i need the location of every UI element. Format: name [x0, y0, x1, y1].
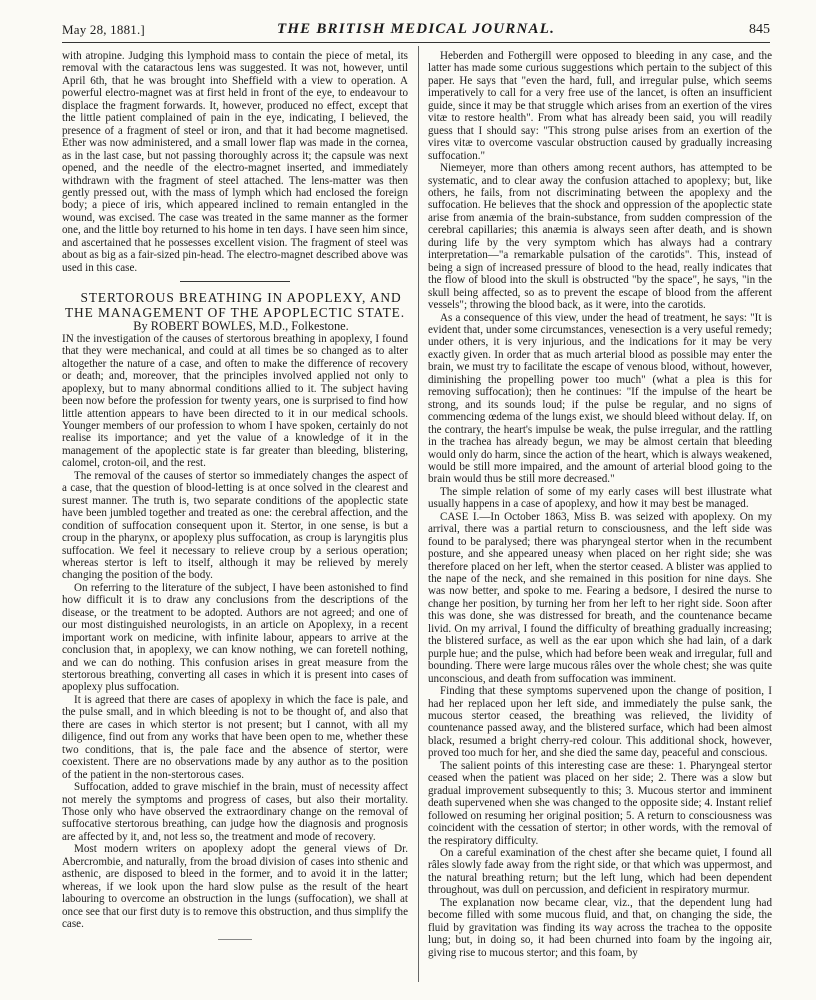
page-number: 845: [749, 22, 770, 37]
paragraph: On referring to the literature of the subject, I have been astonished to find how difficult it is to draw any conclusions from the descriptions of the disease, or the treatment to be adopted. Authors are not agreed; and one of our most distinguished neurologists, in an article on Apoplexy, in a recent important work on medicine, with infinite labour, appears to arrive at the conclusion that, in apoplexy, we can know nothing, we can foretell nothing, and we can do nothing. This confusion arises in great measure from the stertorous breathing, converting all cases in which it is present into cases of apoplexy plus suffocation.: [62, 581, 408, 694]
journal-title: THE BRITISH MEDICAL JOURNAL.: [276, 21, 556, 37]
column-divider: [418, 46, 419, 982]
header-rule: [62, 42, 770, 43]
article-title: STERTOROUS BREATHING IN APOPLEXY, AND THE MANAGEMENT OF THE APOPLECTIC STATE.: [64, 290, 406, 320]
article-separator: [180, 281, 290, 282]
case-paragraph: CASE I.—In October 1863, Miss B. was seized with apoplexy. On my arrival, there was a partial return to consciousness, and the left side was found to be paralysed; there was pharyngeal stertor when in the recumbent posture, and she appeared uneasy when placed on her right side; she was therefore placed on her left, when the stertor ceased. A blister was applied to the nape of the neck, and she remained in this position for nine days. She was now better, and spoke to me. Fearing a bedsore, I desired the nurse to change her position, by turning her from her left to her right side. Soon after this was done, she was distressed for breath, and the countenance became livid. On my arrival, I found the difficulty of breathing gradually increasing; the blistered surface, as well as the ear upon which she had lain, of a dark purple hue; and the pulse, which had before been weak and irregular, full and bounding. There were large mucous râles over the whole chest; she was quite unconscious, and death from suffocation was imminent.: [428, 510, 772, 685]
left-column: [62, 50, 408, 940]
paragraph: The simple relation of some of my early cases will best illustrate what usually happens in a case of apoplexy, and how it may best be managed.: [428, 485, 772, 511]
paragraph: On a careful examination of the chest after she became quiet, I found all râles slowly fade away from the right side, or that which was uppermost, and the natural breathing return; but the left lung, which had been dependent throughout, was dull on percussion, and deficient in respiratory murmur.: [428, 847, 772, 897]
paragraph: Most modern writers on apoplexy adopt the general views of Dr. Abercrombie, and naturally, from the broad division of cases into sthenic and asthenic, are disposed to bleed in the former, and to avoid it in the latter; whereas, if we look upon the hard slow pulse as the result of the heart labouring to overcome an obstruction in the lungs (suffocation), we shall at once see that our first duty is to remove this obstruction, and thus simplify the case.: [62, 843, 409, 931]
paragraph: It is agreed that there are cases of apoplexy in which the face is pale, and the pulse small, and in which bleeding is not to be thought of, and also that there are cases in which stertor is not present; but I cannot, with all my diligence, find out from any works that have been open to me, whether these two conditions, that is, the pale face and the absence of stertor, were coexistent. There are no observations made by any author as to the position of the patient in the non-stertorous cases.: [62, 693, 408, 781]
paragraph: The removal of the causes of stertor so immediately changes the aspect of a case, that the question of blood-letting is at once solved in the clearest and surest manner. The truth is, two separate conditions of the apoplectic state have been jumbled together and treated as one: the cerebral affection, and the condition of suffocation consequent upon it. Stertor, in one sense, is but a croup in the pharynx, or apoplexy plus suffocation, as croup is laryngitis plus suffocation. We feel it necessary to relieve croup by a serious operation; whereas stertor is left to itself, although it may be relieved by merely changing the position of the body.: [62, 469, 408, 582]
article-byline: By ROBERT BOWLES, M.D., Folkestone.: [133, 319, 349, 334]
continued-paragraph: with atropine. Judging this lymphoid mass to contain the piece of metal, its removal with the cataractous lens was suggested. It was not, however, until April 6th, that he was brought into Sheffield with a view to operation. A powerful electro-magnet was at first held in front of the eye, to endeavour to displace the fragment forwards. It, however, produced no effect, except that the little patient complained of pain in the eye, indicating, I believed, the presence of a fragment of steel or iron, and that it had become magnetised. Ether was now administered, and a small lower flap was made in the cornea, as in the last case, but not passing thoroughly across it; the capsule was next opened, and the needle of the electro-magnet inserted, and immediately withdrawn with the fragment of steel attached. The lens-matter was then gently pressed out, with the mass of lymph which had enclosed the foreign body; a piece of iris, which appeared inclined to remain entangled in the wound, was excised. The case was treated in the same manner as the former one, and the little boy returned to his home in ten days. I have seen him since, and ascertained that he possesses excellent vision. The fragment of steel was about as big as a fair-sized pin-head. The electro-magnet described above was used in this case.: [62, 50, 408, 274]
paragraph: IN the investigation of the causes of stertorous breathing in apoplexy, I found that they were mechanical, and could at all times be so changed as to alter altogether the nature of a case, and often to make the difference of recovery or death; and, moreover, that the principles involved applied not only to apoplexy, but to many abnormal conditions allied to it. The subject having been now before the profession for twenty years, one is surprised to find how little attention appears to have been directed to it in our medical schools. Younger members of our profession to whom I have spoken, certainly do not realise its importance; and yet the value of a knowledge of it in the management of the apoplectic state is far greater than bleeding, blistering, calomel, croton-oil, and the rest.: [62, 332, 408, 470]
paragraph: Heberden and Fothergill were opposed to bleeding in any case, and the latter has made some curious suggestions which pertain to the subject of this paper. He says that "even the hard, full, and irregular pulse, which seems imperatively to call for a very free use of the lancet, is often an insufficient guide, since it may be that struggle which arises from an exertion of the vires vitæ to restore health". From what has already been said, you will readily guess that I should say: "This strong pulse arises from an exertion of the vires vitæ to overcome vascular obstruction caused by gradually increasing suffocation.": [428, 50, 772, 162]
paragraph: Finding that these symptoms supervened upon the change of position, I had her replaced upon her left side, and immediately the pulse sank, the mucous stertor ceased, the breathing was relieved, the lividity of countenance passed away, and the blistered surface, which had been almost black, resumed a bright cherry-red colour. This additional shock, however, proved too much for her, and she died the same day, peaceful and conscious.: [428, 685, 772, 760]
paragraph: As a consequence of this view, under the head of treatment, he says: "It is evident that, under some circumstances, venesection is a very useful remedy; under others, it is very injurious, and the indications for it may be very exactly given. In order that as much arterial blood as possible may enter the brain, we must try to facilitate the escape of venous blood, without, however, diminishing the propelling power too much" (what a plea is this for removing suffocation); then he continues: "If the impulse of the heart be strong, and its sounds loud; if the pulse be regular, and no signs of commencing œdema of the lungs exist, we should bleed without delay. If, on the contrary, the heart's impulse be weak, the pulse irregular, and the rattling in the trachea has already begun, we may be almost certain that bleeding would only do harm, since the action of the heart, which is always weakened, would be still more impaired, and the amount of arterial blood going to the brain would thus be still more decreased.": [428, 311, 772, 486]
end-mark: [218, 939, 252, 940]
paragraph: Niemeyer, more than others among recent authors, has attempted to be systematic, and to clear away the confusion attached to apoplexy; but, like others, he fails, from not discriminating between the apoplexy and the suffocation. He believes that the shock and oppression of the apoplectic state arise from anæmia of the brain-substance, from sudden compression of the cerebral capillaries; this anæmia is always seen after death, and is shown during life by the very symptom which has always had a contrary interpretation—"a remarkable pulsation of the carotids". This, instead of being a sign of increased pressure of blood to the head, really indicates that the flow of blood into the skull is obstructed "by the space", he says, "in the skull being affected, so as to prevent the escape of blood from the afferent vessels"; throwing the blood back, as it were, into the carotids.: [428, 162, 772, 312]
paragraph: Suffocation, added to grave mischief in the brain, must of necessity affect not merely the symptoms and progress of cases, but also their mortality. Those only who have observed the extraordinary change on the removal of suffocative stertorous breathing, can judge how the diagnosis and prognosis are affected by it, and, not less so, the treatment and mode of recovery.: [62, 781, 408, 843]
issue-date: May 28, 1881.]: [62, 22, 145, 37]
running-header: [62, 22, 770, 40]
right-column: [428, 50, 772, 959]
paragraph: The explanation now became clear, viz., that the dependent lung had become filled with some mucous fluid, and that, on changing the side, the fluid by gravitation was finding its way across the trachea to the opposite lung; but, in doing so, it had been churned into foam by the ingoing air, giving rise to mucous stertor; and this foam, by: [428, 896, 772, 959]
paragraph: The salient points of this interesting case are these: 1. Pharyngeal stertor ceased when the patient was placed on her side; 2. There was a slow but gradual improvement subsequently to this; 3. Mucous stertor and imminent death supervened when she was changed to the opposite side; 4. Instant relief followed on resuming her original position; 5. A return to consciousness was coincident with the cessation of stertor; in other words, with the removal of the respiratory difficulty.: [428, 759, 772, 847]
